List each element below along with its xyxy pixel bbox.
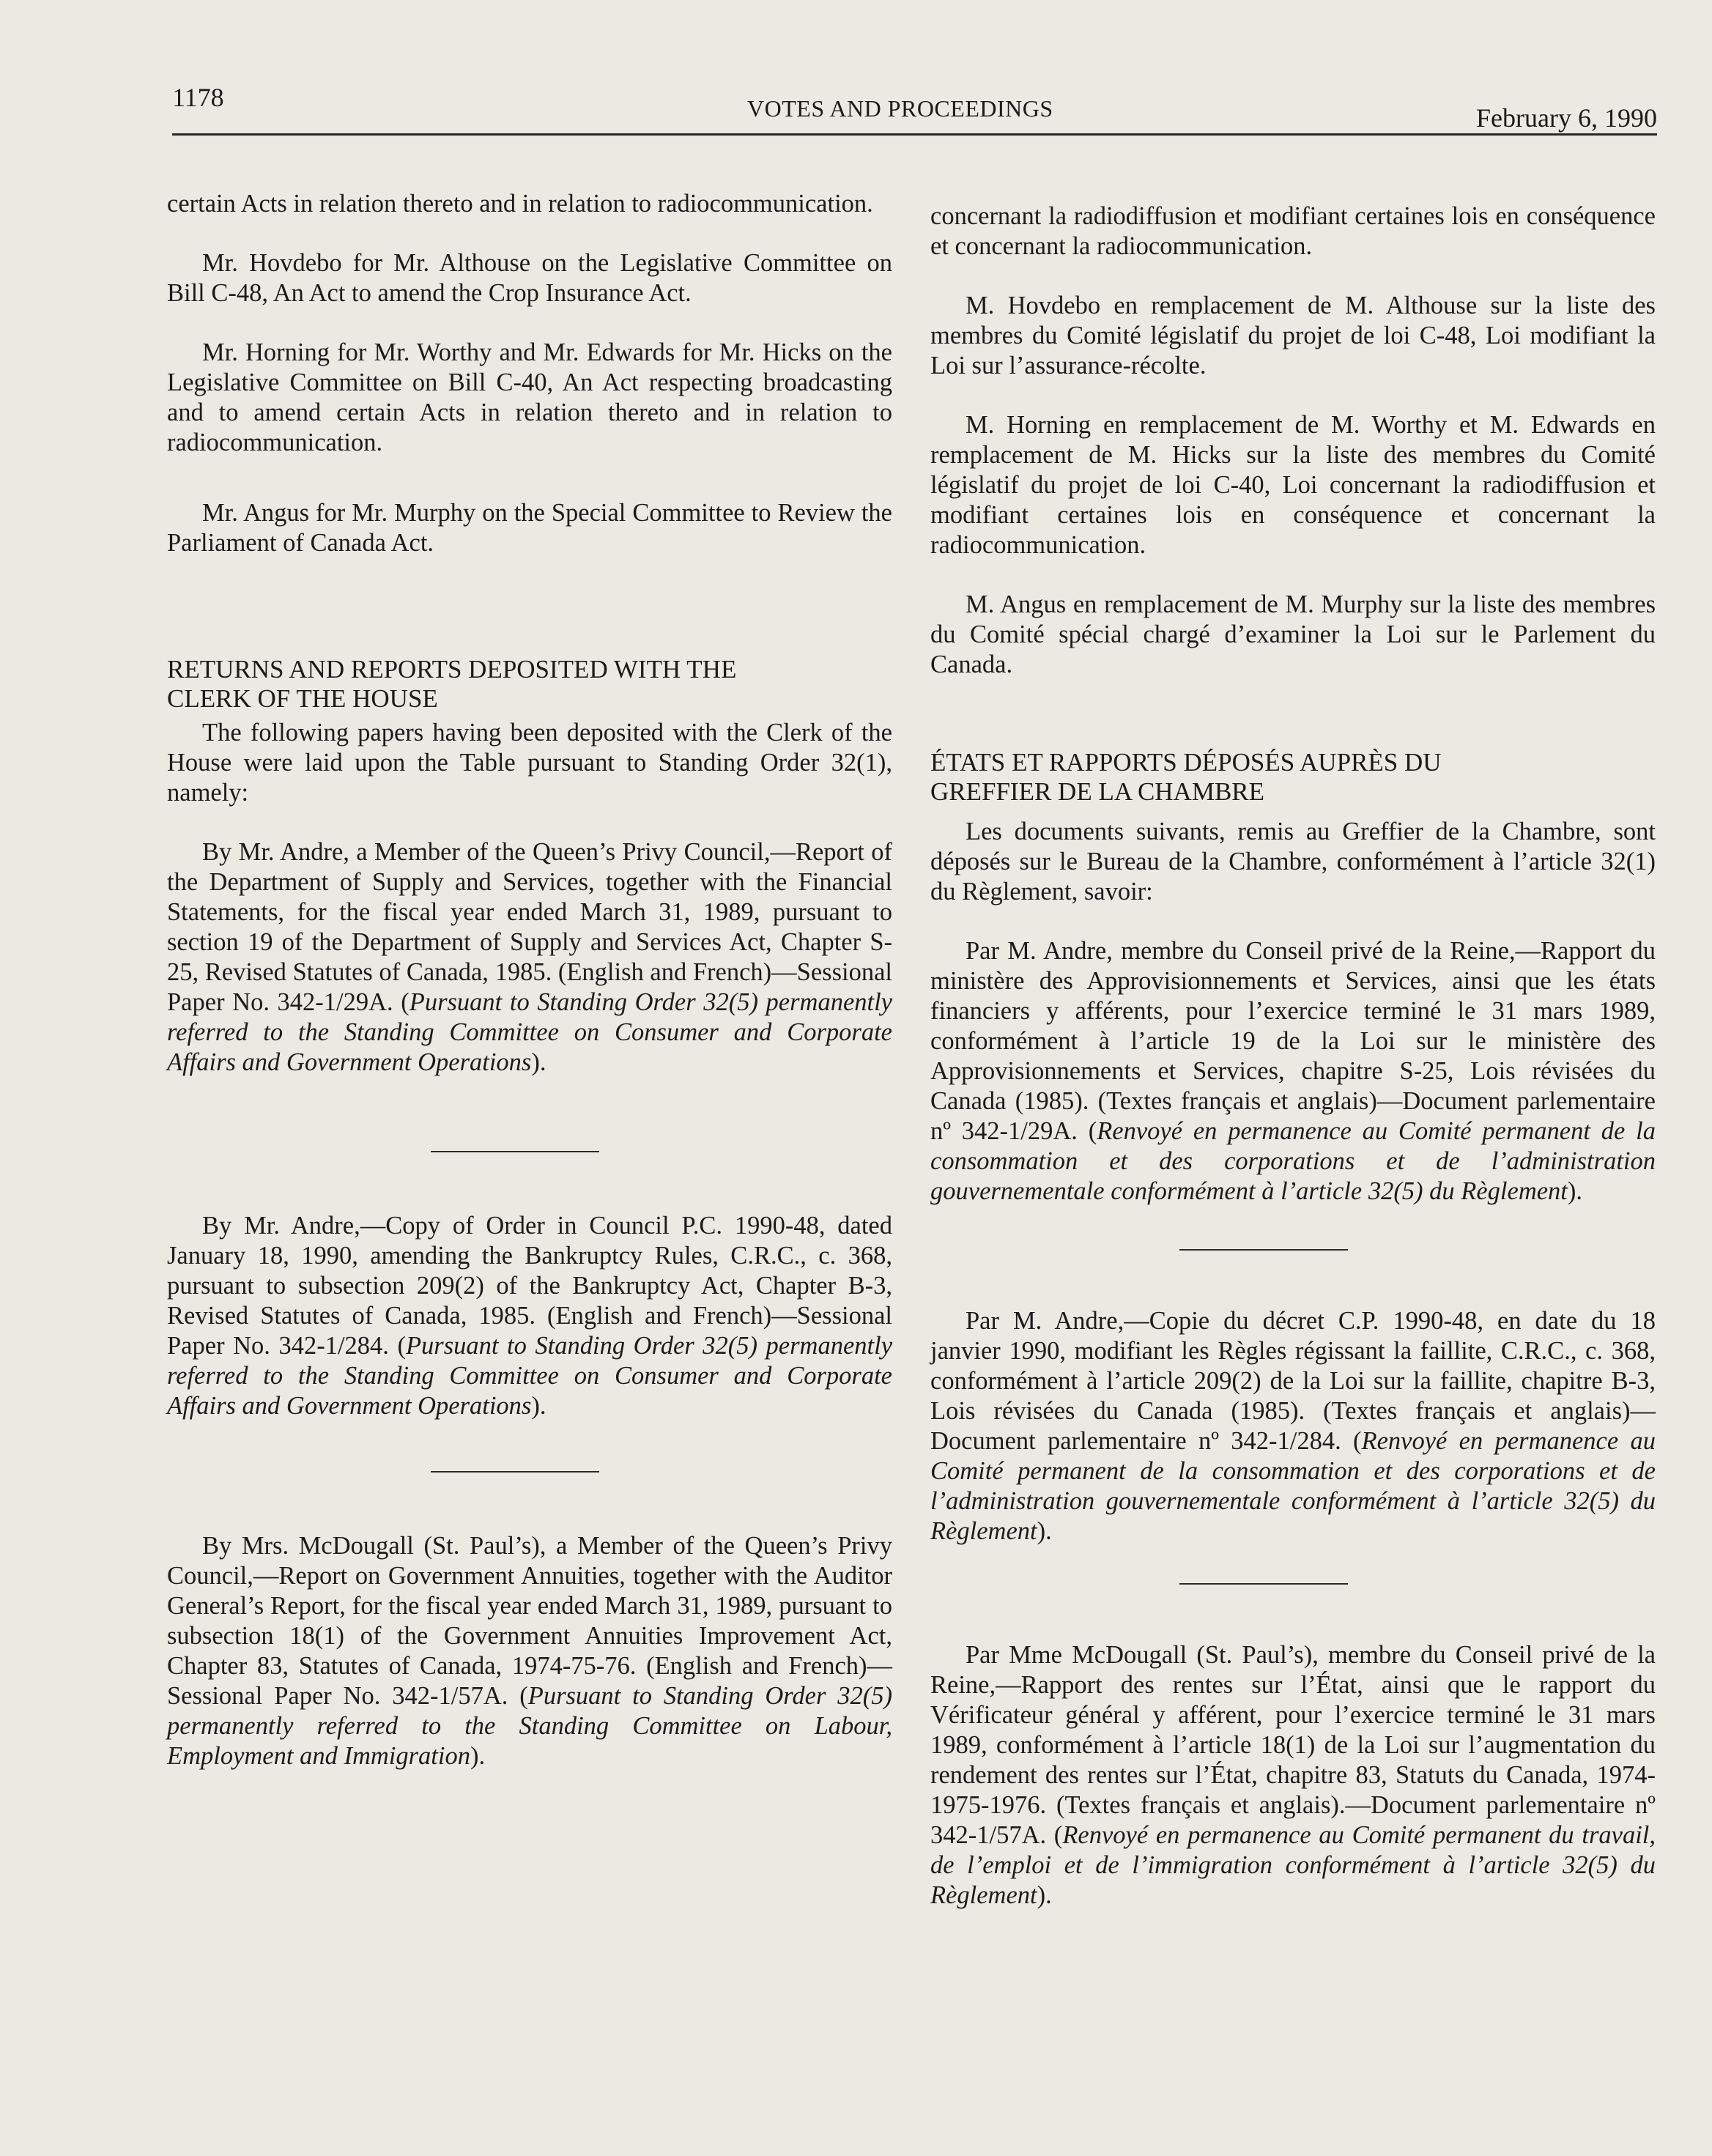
- section-heading: ÉTATS ET RAPPORTS DÉPOSÉS AUPRÈS DU GREFFIER DE LA CHAMBRE: [930, 748, 1442, 806]
- deposited-paper-1: Par M. Andre, membre du Conseil privé de la Reine,—Rapport du ministère des Approvisionnements et Services, ainsi que les états financiers y afférents, pour l’exercice terminé le 31 mars 1989, conformément à l’article 19 de la Loi sur le ministère des Approvisionnements et Services, chapitre S-25, Lois révisées du Canada (1985). (Textes français et anglais)—Document parlementaire nº 342-1/29A. (Renvoyé en permanence au Comité permanent de la consommation et des corporations et de l’administration gouvernementale conformément à l’article 32(5) du Règlement).: [930, 937, 1656, 1205]
- separator-rule: [431, 1151, 599, 1152]
- committee-change-horning: M. Horning en remplacement de M. Worthy et M. Edwards en remplacement de M. Hicks sur la liste des membres du Comité législatif du projet de loi C-40, Loi concernant la radiodiffusion et modifiant certaines lois en conséquence et concernant la radiocommunication.: [930, 411, 1656, 559]
- deposited-paper-2: Par M. Andre,—Copie du décret C.P. 1990-48, en date du 18 janvier 1990, modifiant les Règles régissant la faillite, C.R.C., c. 368, conformément à l’article 209(2) de la Loi sur la faillite, chapitre B-3, Lois révisées du Canada (1985). (Textes français et anglais)—Document parlementaire nº 342-1/284. (Renvoyé en permanence au Comité permanent de la consommation et des corporations et de l’administration gouvernementale conformément à l’article 32(5) du Règlement).: [930, 1307, 1656, 1545]
- section-intro: Les documents suivants, remis au Greffier de la Chambre, sont déposés sur le Bureau de la Chambre, conformément à l’article 32(1) du Règlement, savoir:: [930, 818, 1656, 905]
- continued-paragraph: certain Acts in relation thereto and in relation to radiocommunication.: [167, 190, 873, 218]
- header-rule: [172, 133, 1657, 136]
- deposited-paper-3: By Mrs. McDougall (St. Paul’s), a Member of the Queen’s Privy Council,—Report on Government Annuities, together with the Auditor General’s Report, for the fiscal year ended March 31, 1989, pursuant to subsection 18(1) of the Government Annuities Improvement Act, Chapter 83, Statutes of Canada, 1974-75-76. (English and French)—Sessional Paper No. 342-1/57A. (Pursuant to Standing Order 32(5) permanently referred to the Standing Committee on Labour, Employment and Immigration).: [167, 1532, 893, 1770]
- committee-change-hovdebo: M. Hovdebo en remplacement de M. Althouse sur la liste des membres du Comité législatif du projet de loi C-48, Loi modifiant la Loi sur l’assurance-récolte.: [930, 292, 1656, 379]
- committee-change-hovdebo: Mr. Hovdebo for Mr. Althouse on the Legislative Committee on Bill C-48, An Act to amend the Crop Insurance Act.: [167, 249, 892, 307]
- french-column: [930, 201, 1656, 1911]
- continued-paragraph: concernant la radiodiffusion et modifiant certaines lois en conséquence et concernant la radiocommunication.: [930, 202, 1656, 260]
- section-intro: The following papers having been deposited with the Clerk of the House were laid upon the Table pursuant to Standing Order 32(1), namely:: [167, 719, 892, 807]
- running-title: VOTES AND PROCEEDINGS: [747, 95, 1053, 122]
- deposited-paper-2: By Mr. Andre,—Copy of Order in Council P.C. 1990-48, dated January 18, 1990, amending the Bankruptcy Rules, C.R.C., c. 368, pursuant to subsection 209(2) of the Bankruptcy Act, Chapter B-3, Revised Statutes of Canada, 1985. (English and French)—Sessional Paper No. 342-1/284. (Pursuant to Standing Order 32(5) permanently referred to the Standing Committee on Consumer and Corporate Affairs and Government Operations).: [167, 1212, 893, 1420]
- section-heading: RETURNS AND REPORTS DEPOSITED WITH THE CLERK OF THE HOUSE: [167, 655, 737, 713]
- separator-rule: [431, 1471, 599, 1472]
- english-column: [167, 189, 892, 1771]
- page-number: 1178: [172, 83, 224, 112]
- deposited-paper-1: By Mr. Andre, a Member of the Queen’s Privy Council,—Report of the Department of Supply and Services, together with the Financial Statements, for the fiscal year ended March 31, 1989, pursuant to section 19 of the Department of Supply and Services Act, Chapter S-25, Revised Statutes of Canada, 1985. (English and French)—Sessional Paper No. 342-1/29A. (Pursuant to Standing Order 32(5) permanently referred to the Standing Committee on Consumer and Corporate Affairs and Government Operations).: [167, 838, 892, 1076]
- separator-rule: [1179, 1249, 1348, 1251]
- separator-rule: [1179, 1583, 1348, 1585]
- committee-change-horning: Mr. Horning for Mr. Worthy and Mr. Edwards for Mr. Hicks on the Legislative Committee on Bill C-40, An Act respecting broadcasting and to amend certain Acts in relation thereto and in relation to radiocommunication.: [167, 338, 892, 456]
- header-date: February 6, 1990: [1476, 103, 1657, 133]
- committee-change-angus: M. Angus en remplacement de M. Murphy sur la liste des membres du Comité spécial chargé d’examiner la Loi sur le Parlement du Canada.: [930, 590, 1656, 678]
- committee-change-angus: Mr. Angus for Mr. Murphy on the Special Committee to Review the Parliament of Canada Act.: [167, 499, 892, 557]
- deposited-paper-3: Par Mme McDougall (St. Paul’s), membre du Conseil privé de la Reine,—Rapport des rentes sur l’État, ainsi que le rapport du Vérificateur général y afférent, pour l’exercice terminé le 31 mars 1989, conformément à l’article 18(1) de la Loi sur l’augmentation du rendement des rentes sur l’État, chapitre 83, Statuts du Canada, 1974-1975-1976. (Textes français et anglais).—Document parlementaire nº 342-1/57A. (Renvoyé en permanence au Comité permanent du travail, de l’emploi et de l’immigration conformément à l’article 32(5) du Règlement).: [930, 1641, 1656, 1909]
